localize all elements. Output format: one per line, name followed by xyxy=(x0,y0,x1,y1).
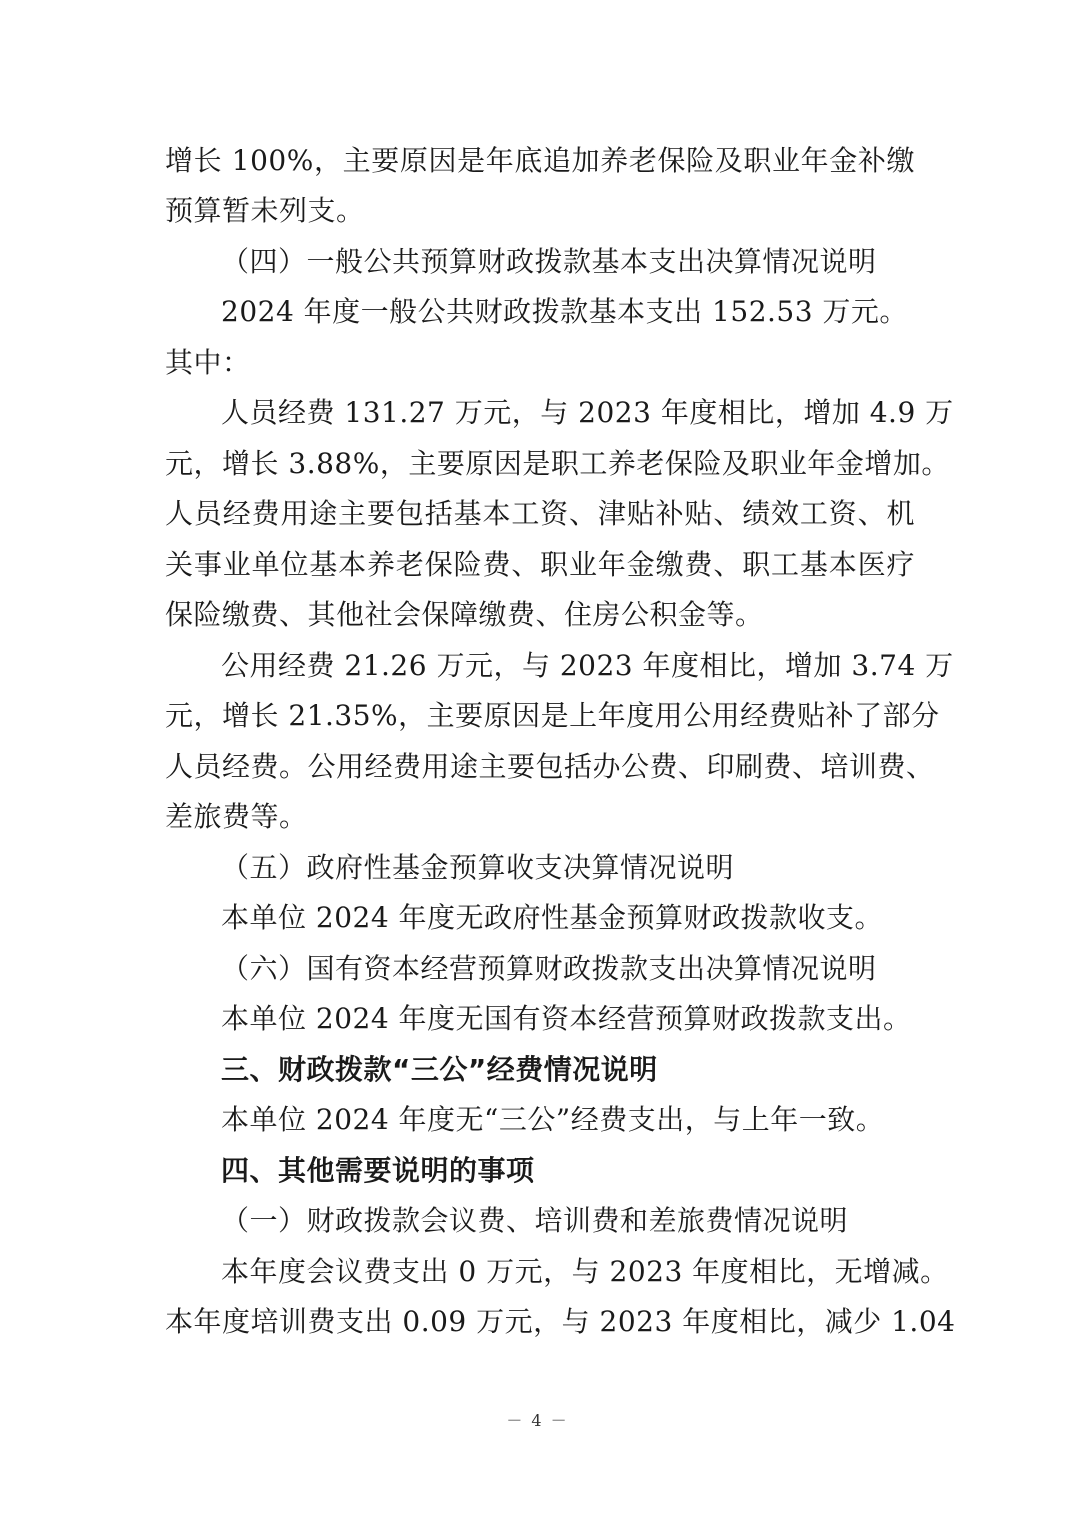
page-number: － 4 － xyxy=(506,1411,569,1430)
chapter-heading: 四、其他需要说明的事项 xyxy=(221,1154,535,1187)
paragraph-line: 差旅费等。 xyxy=(165,800,308,833)
section-heading: （六）国有资本经营预算财政拨款支出决算情况说明 xyxy=(221,952,877,985)
paragraph-line: 其中： xyxy=(165,346,251,379)
paragraph-line: 预算暂未列支。 xyxy=(165,194,365,227)
paragraph-line: 关事业单位基本养老保险费、职业年金缴费、职工基本医疗 xyxy=(165,548,915,581)
paragraph-line: 公用经费 21.26 万元，与 2023 年度相比，增加 3.74 万 xyxy=(221,649,954,682)
paragraph-line: 人员经费 131.27 万元，与 2023 年度相比，增加 4.9 万 xyxy=(221,396,954,429)
chapter-heading: 三、财政拨款“三公”经费情况说明 xyxy=(221,1053,658,1086)
paragraph-line: 本年度培训费支出 0.09 万元，与 2023 年度相比，减少 1.04 xyxy=(165,1305,956,1338)
paragraph-line: 人员经费用途主要包括基本工资、津贴补贴、绩效工资、机 xyxy=(165,497,915,530)
paragraph-line: 增长 100%，主要原因是年底追加养老保险及职业年金补缴 xyxy=(165,144,915,177)
paragraph-line: 元，增长 3.88%，主要原因是职工养老保险及职业年金增加。 xyxy=(165,447,950,480)
section-heading: （四）一般公共预算财政拨款基本支出决算情况说明 xyxy=(221,245,877,278)
paragraph-line: 保险缴费、其他社会保障缴费、住房公积金等。 xyxy=(165,598,764,631)
section-heading: （五）政府性基金预算收支决算情况说明 xyxy=(221,851,735,884)
paragraph-line: 本单位 2024 年度无国有资本经营预算财政拨款支出。 xyxy=(221,1002,912,1035)
paragraph-line: 本年度会议费支出 0 万元，与 2023 年度相比，无增减。 xyxy=(221,1255,949,1288)
paragraph-line: 本单位 2024 年度无政府性基金预算财政拨款收支。 xyxy=(221,901,884,934)
section-heading: （一）财政拨款会议费、培训费和差旅费情况说明 xyxy=(221,1204,849,1237)
paragraph-line: 2024 年度一般公共财政拨款基本支出 152.53 万元。 xyxy=(221,295,908,328)
paragraph-line: 人员经费。公用经费用途主要包括办公费、印刷费、培训费、 xyxy=(165,750,935,783)
paragraph-line: 元，增长 21.35%，主要原因是上年度用公用经费贴补了部分 xyxy=(165,699,940,732)
paragraph-line: 本单位 2024 年度无“三公”经费支出，与上年一致。 xyxy=(221,1103,885,1136)
